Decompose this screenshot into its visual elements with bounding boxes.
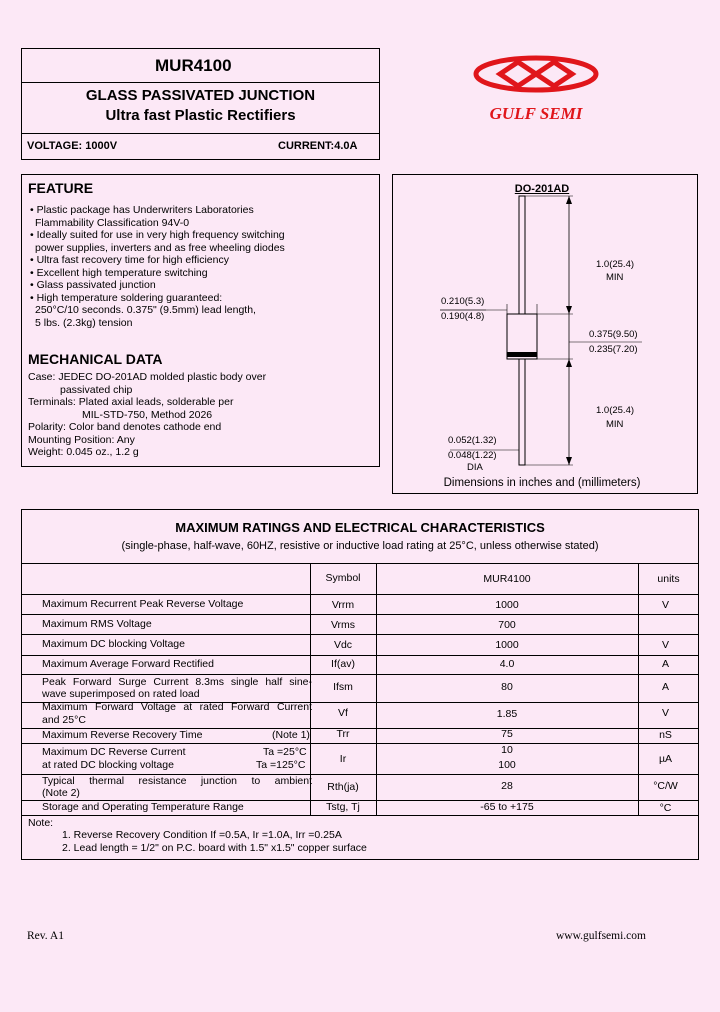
body-diameter-max: 0.210(5.3): [441, 296, 485, 307]
title-line-2: Ultra fast Plastic Rectifiers: [105, 107, 296, 124]
table-row-param: Maximum Recurrent Peak Reverse Voltage: [42, 598, 244, 610]
part-number: MUR4100: [155, 56, 232, 75]
feature-heading: FEATURE: [28, 180, 94, 196]
table-row-value: 1000: [495, 639, 519, 651]
lead-diameter-min: 0.048(1.22): [448, 450, 497, 461]
lead-diameter-max: 0.052(1.32): [448, 435, 497, 446]
revision: Rev. A1: [27, 930, 64, 942]
table-row-param-2: and 25°C: [42, 714, 86, 726]
table-row-value: 1000: [495, 599, 519, 611]
list-item: 5 lbs. (2.3kg) tension: [35, 316, 133, 329]
current-rating: CURRENT:4.0A: [278, 140, 358, 152]
table-row-unit: nS: [659, 729, 672, 741]
lead-top-min: MIN: [606, 272, 624, 283]
table-row-unit: V: [661, 639, 669, 651]
lead-top-length: 1.0(25.4): [596, 259, 635, 270]
table-row-param: Maximum Average Forward Rectified: [42, 658, 214, 670]
table-row-unit: °C/W: [653, 780, 678, 792]
website-link[interactable]: www.gulfsemi.com: [556, 930, 646, 942]
table-row-value: 1.85: [496, 708, 518, 720]
table-row-value: 10: [501, 744, 513, 756]
table-row-unit: µA: [658, 753, 673, 765]
col-symbol-header: Symbol: [325, 572, 361, 584]
ratings-title: MAXIMUM RATINGS AND ELECTRICAL CHARACTERISTICS: [175, 520, 545, 535]
table-row-symbol: Rth(ja): [327, 781, 359, 793]
table-row-unit: A: [661, 658, 669, 670]
table-row-param: Typical thermal resistance junction to ambient: [42, 775, 312, 787]
list-item: • Ultra fast recovery time for high efficiency: [30, 254, 229, 266]
body-length-min: 0.235(7.20): [589, 344, 638, 355]
list-item: Weight: 0.045 oz., 1.2 g: [28, 446, 139, 458]
list-item: Flammability Classification 94V-0: [35, 216, 190, 229]
table-row-value: 28: [501, 780, 513, 792]
title-line-1: GLASS PASSIVATED JUNCTION: [85, 87, 316, 104]
table-row-unit: A: [661, 681, 669, 693]
table-row-param: Peak Forward Surge Current 8.3ms single half sine-: [42, 676, 312, 688]
table-row-value-2: 100: [498, 759, 516, 771]
list-item: passivated chip: [60, 383, 133, 396]
table-row-symbol: Vf: [338, 707, 348, 719]
body-diameter-min: 0.190(4.8): [441, 311, 485, 322]
list-item: • Glass passivated junction: [30, 279, 156, 291]
table-row-param: Maximum Reverse Recovery Time: [42, 729, 203, 741]
table-row-symbol: Ifsm: [333, 681, 353, 693]
table-row-param: Maximum Forward Voltage at rated Forward Current: [42, 701, 312, 713]
mechanical-list: [28, 371, 266, 459]
body-length-max: 0.375(9.50): [589, 329, 638, 340]
table-row-value: -65 to +175: [480, 801, 534, 813]
list-item: Polarity: Color band denotes cathode end: [28, 421, 222, 433]
table-row-param: Maximum DC Reverse Current: [42, 746, 186, 758]
list-item: 250°C/10 seconds. 0.375" (9.5mm) lead length,: [35, 304, 256, 316]
table-row-param: Maximum DC blocking Voltage: [42, 638, 185, 650]
table-row-value: 700: [498, 619, 516, 631]
voltage-rating: VOLTAGE: 1000V: [27, 140, 118, 152]
table-row-symbol: Vrms: [330, 619, 356, 631]
table-row-unit: V: [661, 599, 669, 611]
table-row-symbol: Ir: [339, 753, 347, 765]
table-row-unit: V: [661, 707, 669, 719]
table-row-value: 75: [501, 728, 513, 740]
col-part-header: MUR4100: [483, 573, 531, 585]
list-item: Case: JEDEC DO-201AD molded plastic body over: [28, 371, 267, 383]
package-outline-icon: [392, 174, 698, 494]
list-item: • High temperature soldering guaranteed:: [30, 291, 223, 304]
table-row-value: 80: [501, 681, 513, 693]
package-caption: Dimensions in inches and (millimeters): [443, 477, 641, 489]
table-row-symbol: Trr: [336, 728, 350, 740]
table-row-symbol: If(av): [331, 658, 355, 670]
table-row-symbol: Tstg, Tj: [326, 801, 360, 813]
list-item: MIL-STD-750, Method 2026: [82, 408, 213, 421]
lead-bottom-length: 1.0(25.4): [596, 405, 635, 416]
package-title: DO-201AD: [514, 183, 570, 195]
table-row-param: Storage and Operating Temperature Range: [42, 801, 244, 813]
note-1: 1. Reverse Recovery Condition If =0.5A, Ir =1.0A, Irr =0.25A: [62, 829, 342, 841]
list-item: Terminals: Plated axial leads, solderable per: [28, 396, 234, 408]
table-row-condition-2: Ta =125°C: [256, 759, 306, 771]
list-item: • Ideally suited for use in very high frequency switching: [30, 229, 285, 241]
note-2: 2. Lead length = 1/2" on P.C. board with 1.5" x1.5" copper surface: [62, 842, 367, 854]
lead-bottom-min: MIN: [606, 419, 624, 430]
table-row-param-2: (Note 2): [42, 787, 80, 799]
table-row-value: 4.0: [499, 658, 515, 670]
mechanical-heading: MECHANICAL DATA: [28, 351, 163, 367]
table-row-param-2: wave superimposed on rated load: [42, 688, 200, 700]
list-item: • Excellent high temperature switching: [30, 266, 208, 279]
table-row-note: (Note 1): [272, 729, 310, 741]
ratings-subtitle: (single-phase, half-wave, 60HZ, resistive or inductive load rating at 25°C, unless otherwise stated): [121, 540, 599, 552]
logo-text: GULF SEMI: [489, 104, 583, 123]
table-row-symbol: Vrrm: [331, 599, 355, 611]
lead-diameter-label: DIA: [467, 462, 483, 473]
table-row-param: Maximum RMS Voltage: [42, 618, 152, 630]
table-row-unit: °C: [659, 802, 672, 814]
gulf-semi-logo: [468, 52, 604, 124]
list-item: power supplies, inverters and as free wheeling diodes: [35, 241, 285, 254]
feature-list: [30, 204, 285, 329]
list-item: Mounting Position: Any: [28, 433, 135, 446]
table-row-symbol: Vdc: [333, 639, 353, 651]
notes-label: Note:: [28, 817, 54, 829]
col-units-header: units: [657, 573, 680, 585]
table-row-condition: Ta =25°C: [263, 746, 307, 758]
table-row-param-2: at rated DC blocking voltage: [42, 759, 174, 771]
list-item: • Plastic package has Underwriters Laboratories: [30, 204, 254, 216]
